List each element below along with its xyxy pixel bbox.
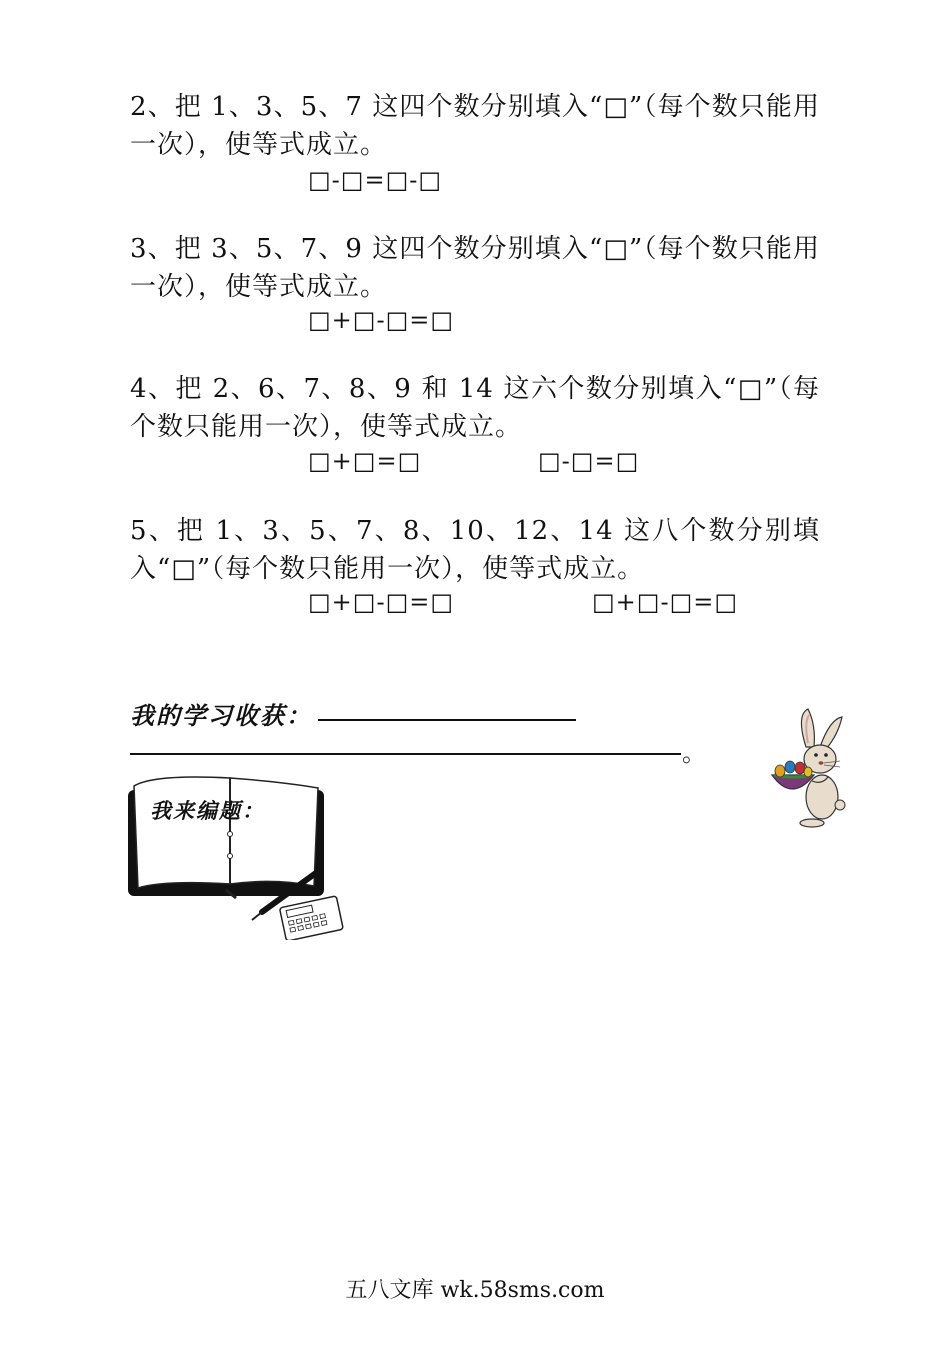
answer-line-2 xyxy=(130,753,681,755)
problem-2-equation: □-□=□-□ xyxy=(308,166,443,194)
problem-3-equation: □+□-□=□ xyxy=(308,306,455,334)
problem-2-text: 2、把 1、3、5、7 这四个数分别填入“□”（每个数只能用一次），使等式成立。 xyxy=(130,92,820,160)
closing-period: 。 xyxy=(682,739,706,767)
problem-4-equation-1: □+□=□ xyxy=(308,447,422,475)
problem-4-text: 4、把 2、6、7、8、9 和 14 这六个数分别填入“□”（每个数只能用一次），使等式成立。 xyxy=(130,374,820,442)
problem-5-equation-2: □+□-□=□ xyxy=(592,588,739,616)
answer-line-1 xyxy=(318,719,576,721)
footer-watermark: 五八文库 wk.58sms.com xyxy=(345,1278,605,1303)
create-problem-label: 我来编题： xyxy=(150,798,265,823)
problem-3-text: 3、把 3、5、7、9 这四个数分别填入“□”（每个数只能用一次），使等式成立。 xyxy=(130,234,820,302)
problem-5-text: 5、把 1、3、5、7、8、10、12、14 这八个数分别填入“□”（每个数只能用一次），使等式成立。 xyxy=(130,516,820,584)
bunny-with-egg-basket-icon xyxy=(766,705,848,833)
learning-gain-label: 我的学习收获： xyxy=(130,701,312,730)
problem-5-equation-1: □+□-□=□ xyxy=(308,588,455,616)
problem-4-equation-2: □-□=□ xyxy=(538,447,640,475)
